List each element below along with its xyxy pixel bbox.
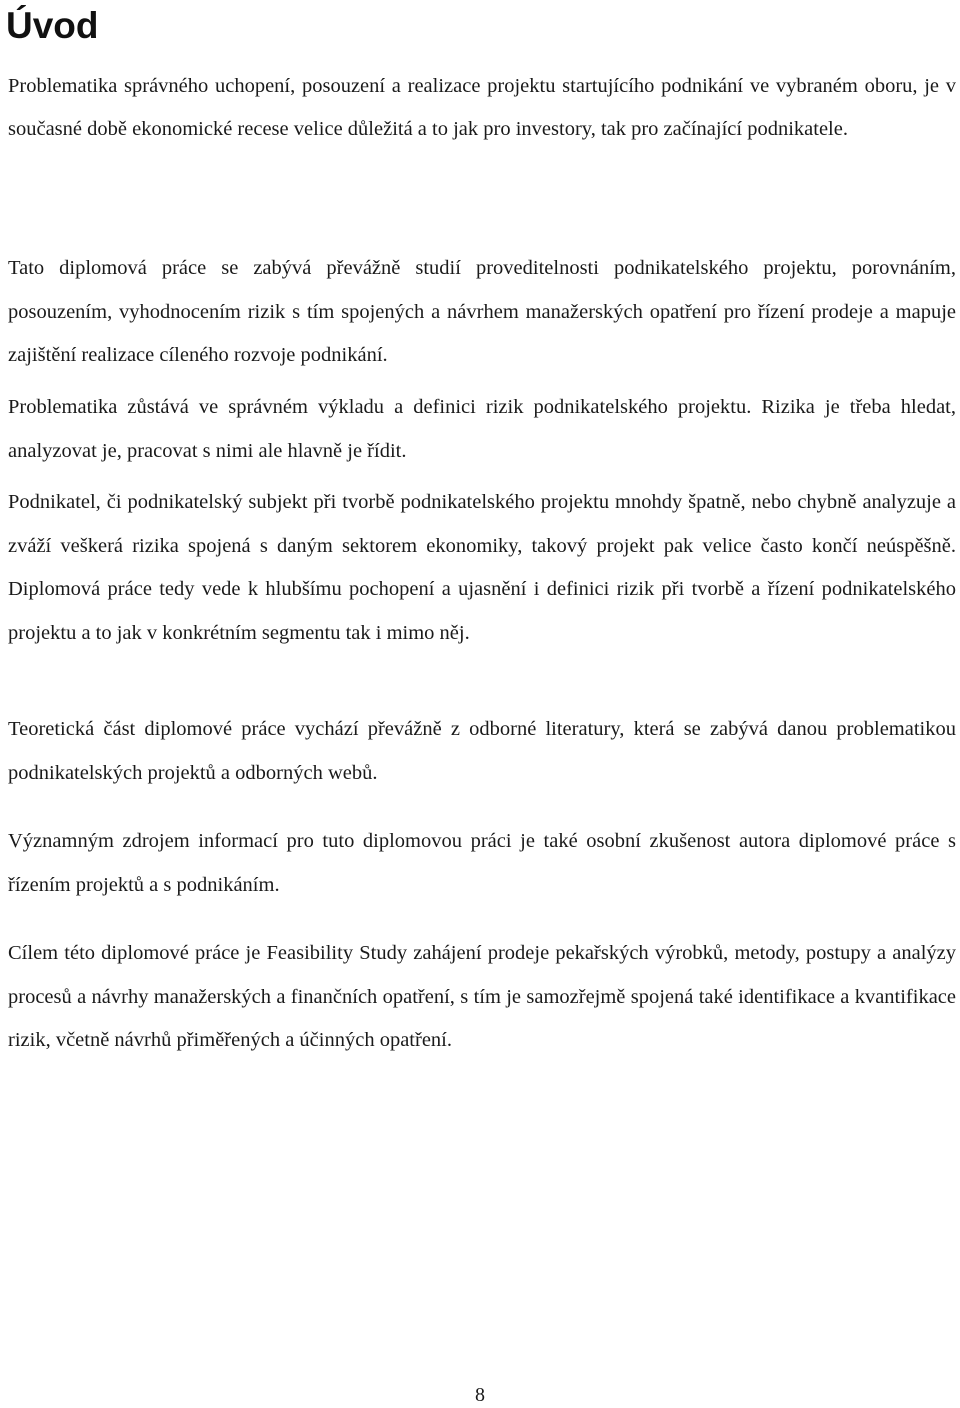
paragraph-sources: Významným zdrojem informací pro tuto diplomovou práci je také osobní zkušenost autora diplomové práce s řízením projektů a s podnikáním. (8, 830, 956, 896)
paragraph-thesis-scope: Tato diplomová práce se zabývá převážně studií proveditelnosti podnikatelského projektu, porovnáním, posouzením, vyhodnocením rizik s tím spojených a návrhem manažerských opatření pro řízení prodeje a mapuje zajištění realizace cíleného rozvoje podnikání. (8, 257, 956, 366)
paragraph-risk-problem: Problematika zůstává ve správném výkladu a definici rizik podnikatelského projektu. Rizika je třeba hledat, analyzovat je, pracovat s nimi ale hlavně je řídit. (8, 396, 956, 462)
page-number: 8 (475, 1384, 485, 1406)
paragraph-intro: Problematika správného uchopení, posouzení a realizace projektu startujícího podnikání ve vybraném oboru, je v současné době ekonomické recese velice důležitá a to jak pro investory, tak pro začínající podnikatele. (8, 75, 956, 140)
page-title: Úvod (6, 5, 99, 46)
paragraph-entrepreneur: Podnikatel, či podnikatelský subjekt při tvorbě podnikatelského projektu mnohdy špatně, nebo chybně analyzuje a zváží veškerá rizika spojená s daným sektorem ekonomiky, takový projekt pak velice často končí neúspěšně. Diplomová práce tedy vede k hlubšímu pochopení a ujasnění i definici rizik při tvorbě a řízení podnikatelského projektu a to jak v konkrétním segmentu tak i mimo něj. (8, 491, 956, 644)
paragraph-theory: Teoretická část diplomové práce vychází převážně z odborné literatury, která se zabývá danou problematikou podnikatelských projektů a odborných webů. (8, 718, 956, 784)
paragraph-goal: Cílem této diplomové práce je Feasibility Study zahájení prodeje pekařských výrobků, metody, postupy a analýzy procesů a návrhy manažerských a finančních opatření, s tím je samozřejmě spojená také identifikace a kvantifikace rizik, včetně návrhů přiměřených a účinných opatření. (8, 942, 956, 1051)
